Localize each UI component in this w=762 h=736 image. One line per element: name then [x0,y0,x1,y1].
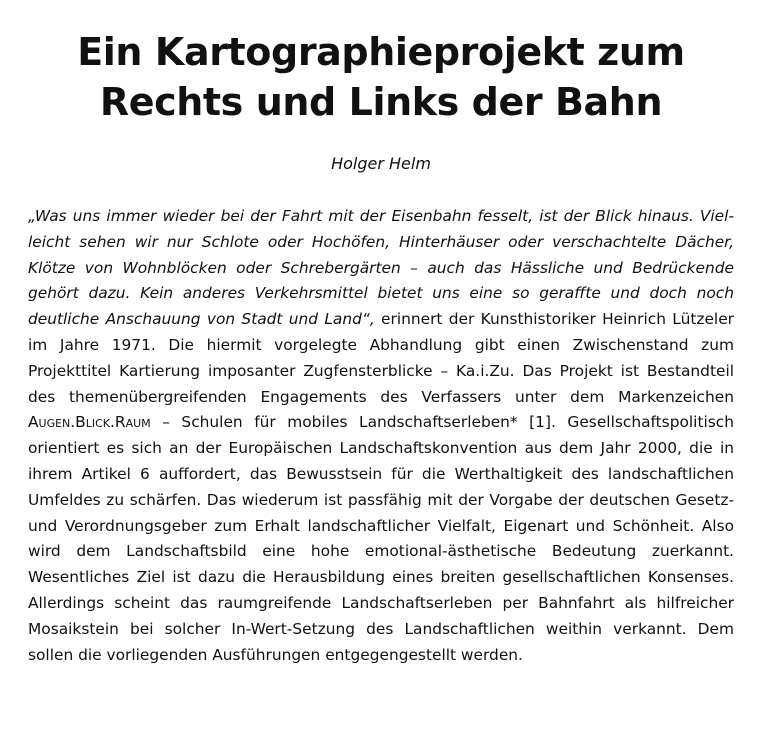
title-line-1: Ein Kartographieprojekt zum [77,30,685,74]
opening-quote: „Was uns immer wieder bei der Fahrt mit der Eisenbahn fesselt, ist der Blick hinaus. Vielleicht sehen wir nur Schlote oder Hochöfen, Hinterhäuser oder verschachtelte Dächer, Klötze von Wohnblöcken oder Schrebergärten – auch das Hässliche und Bedrückende gehört dazu. Kein anderes Verkehrsmittel bietet uns eine so geraffte und doch noch deutliche Anschauung von Stadt und Land“, [28,207,734,329]
title-line-2: Rechts und Links der Bahn [99,80,663,124]
article-title [0,27,762,127]
body-text-part-1: erinnert der Kunsthistoriker Heinrich Lützeler im Jahre 1971. Die hiermit vorgelegte Abhandlung gibt einen Zwischenstand zum Projekttitel Kartierung imposanter Zugfensterblicke – Ka.i.Zu. Das Projekt ist Bestandteil des themenübergreifenden Engagements des Verfassers unter dem Markenzeichen [28,310,734,406]
author-name: Holger Helm [331,154,431,173]
article-body [28,204,734,668]
brand-name: Augen.Blick.Raum [28,413,151,432]
body-text-part-2: – Schulen für mobiles Landschaftserleben* [1]. Gesellschaftspolitisch orientiert es sich an der Europäischen Landschaftskonvention aus dem Jahr 2000, die in ihrem Artikel 6 auffordert, das Bewusstsein für die Werthaltigkeit des landschaftlichen Umfeldes zu schärfen. Das wiederum ist passfähig mit der Vorgabe der deutschen Gesetz- und Verordnungsgeber zum Erhalt landschaftlicher Vielfalt, Eigenart und Schönheit. Also wird dem Landschaftsbild eine hohe emotional-ästhetische Bedeutung zuerkannt. Wesentliches Ziel ist dazu die Herausbildung eines breiten gesellschaftlichen Konsenses. Allerdings scheint das raumgreifende Landschaftserleben per Bahnfahrt als hilfreicher Mosaikstein bei solcher In-Wert-Setzung des Landschaftlichen weithin verkannt. Dem sollen die vorliegenden Ausführungen entgegengestellt werden. [28,413,734,664]
